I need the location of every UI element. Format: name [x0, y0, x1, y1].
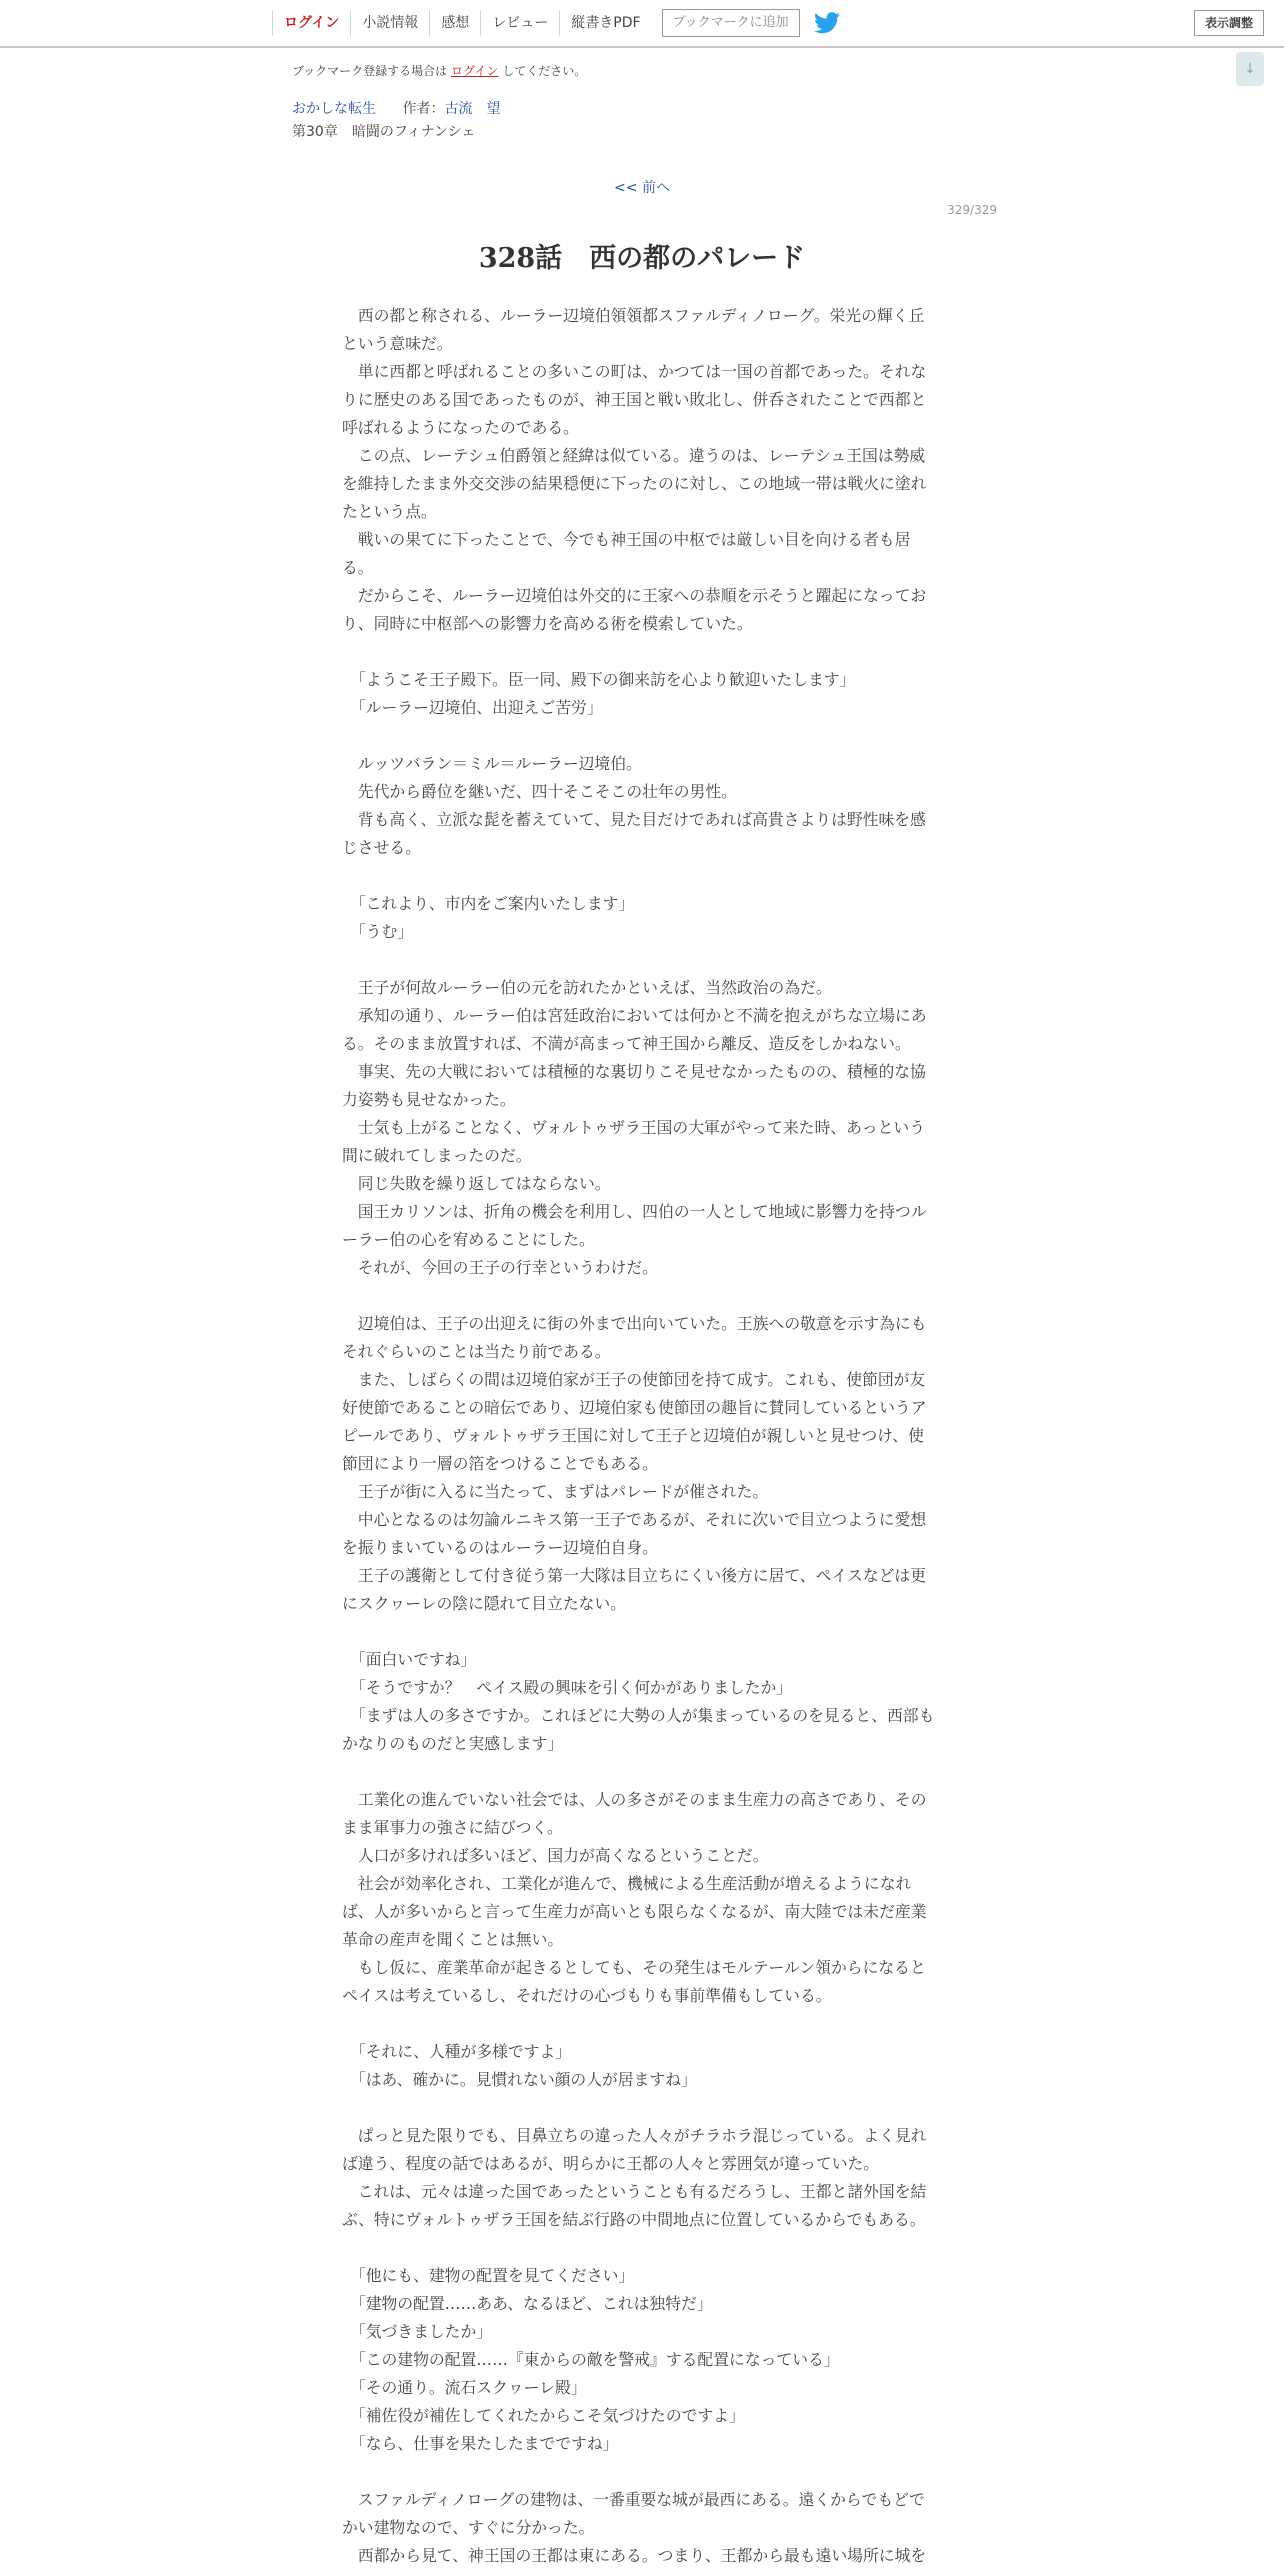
body-paragraph: 「建物の配置……ああ、なるほど、これは独特だ」 [342, 2294, 713, 2313]
body-paragraph: 国王カリソンは、折角の機会を利用し、四伯の一人として地域に影響力を持つルーラー伯の心を宥めることにした。 [342, 1202, 927, 1249]
body-paragraph: この点、レーテシュ伯爵領と経緯は似ている。違うのは、レーテシュ王国は勢威を維持したまま外交交渉の結果穏便に下ったのに対し、この地域一帯は戦火に塗れたという点。 [342, 446, 927, 521]
body-paragraph: 「気づきましたか」 [342, 2322, 493, 2341]
body-paragraph: だからこそ、ルーラー辺境伯は外交的に王家への恭順を示そうと躍起になっており、同時に中枢部への影響力を高める術を模索していた。 [342, 586, 927, 633]
blank-line [342, 1282, 938, 1310]
body-paragraph: ルッツバラン＝ミル＝ルーラー辺境伯。 [342, 754, 642, 773]
novel-title-link[interactable]: おかしな転生 [292, 101, 376, 117]
author-link[interactable]: 古流 望 [444, 101, 501, 117]
chapter-title: 第30章 暗闘のフィナンシェ [292, 124, 476, 140]
body-paragraph: 王子が街に入るに当たって、まずはパレードが催された。 [342, 1482, 769, 1501]
body-paragraph: それが、今回の王子の行幸というわけだ。 [342, 1258, 658, 1277]
body-paragraph: 「面白いですね」 [342, 1650, 477, 1669]
body-paragraph: 「ようこそ王子殿下。臣一同、殿下の御来訪を心より歓迎いたします」 [342, 670, 856, 689]
body-paragraph: 「はあ、確かに。見慣れない顔の人が居ますね」 [342, 2070, 697, 2089]
blank-line [342, 1758, 938, 1786]
body-paragraph: 単に西都と呼ばれることの多いこの町は、かつては一国の首都であった。それなりに歴史のある国であったものが、神王国と戦い敗北し、併呑されたことで西都と呼ばれるようになったのである。 [342, 362, 927, 437]
body-paragraph: 王子が何故ルーラー伯の元を訪れたかといえば、当然政治の為だ。 [342, 978, 832, 997]
body-paragraph: スファルディノローグの建物は、一番重要な城が最西にある。遠くからでもどでかい建物なので、すぐに分かった。 [342, 2490, 925, 2537]
blank-line [342, 862, 938, 890]
body-paragraph: ぱっと見た限りでも、目鼻立ちの違った人々がチラホラ混じっている。よく見れば違う、程度の話ではあるが、明らかに王都の人々と雰囲気が違っていた。 [342, 2126, 927, 2173]
main-nav [272, 0, 842, 46]
body-paragraph: 「それに、人種が多様ですよ」 [342, 2042, 572, 2061]
body-paragraph: 西都から見て、神王国の王都は東にある。つまり、王都から最も遠い場所に城を [342, 2546, 927, 2565]
blank-line [342, 946, 938, 974]
novel-body-text [342, 302, 938, 2570]
body-paragraph: もし仮に、産業革命が起きるとしても、その発生はモルテールン領からになるとペイスは考えているし、それだけの心づもりも事前準備もしている。 [342, 1958, 926, 2005]
login-link[interactable]: ログイン [272, 10, 350, 36]
twitter-bird-icon[interactable] [814, 11, 842, 35]
body-paragraph: 「そうですか？ ペイス殿の興味を引く何かがありましたか」 [342, 1678, 793, 1697]
body-paragraph: 「この建物の配置……『東からの敵を警戒』する配置になっている」 [342, 2350, 840, 2369]
body-paragraph: 辺境伯は、王子の出迎えに街の外まで出向いていた。王族への敬意を示す為にもそれぐらいのことは当たり前である。 [342, 1314, 927, 1361]
arrow-down-icon[interactable]: ↓ [1236, 52, 1264, 86]
body-paragraph: 「他にも、建物の配置を見てください」 [342, 2266, 635, 2285]
body-paragraph: 背も高く、立派な髭を蓄えていて、見た目だけであれば高貴さよりは野性味を感じさせる。 [342, 810, 926, 857]
body-paragraph: 「ルーラー辺境伯、出迎えご苦労」 [342, 698, 603, 717]
page-counter: 329/329 [947, 203, 997, 217]
body-paragraph: 中心となるのは勿論ルニキス第一王子であるが、それに次いで目立つように愛想を振りまいているのはルーラー辺境伯自身。 [342, 1510, 927, 1557]
body-paragraph: 「これより、市内をご案内いたします」 [342, 894, 635, 913]
blank-line [342, 2458, 938, 2486]
body-paragraph: 王子の護衛として付き従う第一大隊は目立ちにくい後方に居て、ペイスなどは更にスクヮーレの陰に隠れて目立たない。 [342, 1566, 927, 1613]
body-paragraph: 「その通り。流石スクヮーレ殿」 [342, 2378, 587, 2397]
bookmark-login-notice [292, 62, 586, 79]
body-paragraph: 「なら、仕事を果たしたまでですね」 [342, 2434, 619, 2453]
novel-header [292, 98, 500, 118]
blank-line [342, 1618, 938, 1646]
display-settings-button[interactable]: 表示調整 [1194, 10, 1264, 36]
body-paragraph: 工業化の進んでいない社会では、人の多さがそのまま生産力の高さであり、そのまま軍事力の強さに結びつく。 [342, 1790, 927, 1837]
episode-title: 328話 西の都のパレード [478, 243, 806, 274]
novel-info-link[interactable]: 小説情報 [350, 10, 429, 36]
body-paragraph: また、しばらくの間は辺境伯家が王子の使節団を持て成す。これも、使節団が友好使節であることの暗伝であり、辺境伯家も使節団の趣旨に賛同しているというアピールであり、ヴォルトゥザラ王国に対して王子と辺境伯が親しいと見せつけ、使節団により一層の箔をつけることでもある。 [342, 1370, 927, 1473]
body-paragraph: 「補佐役が補佐してくれたからこそ気づけたのですよ」 [342, 2406, 745, 2425]
top-navigation-bar [0, 0, 1284, 48]
author-label: 作者： [402, 101, 445, 117]
body-paragraph: 「まずは人の多さですか。これほどに大勢の人が集まっているのを見ると、西部もかなりのものだと実感します」 [342, 1706, 935, 1753]
body-paragraph: 承知の通り、ルーラー伯は宮廷政治においては何かと不満を抱えがちな立場にある。そのまま放置すれば、不満が高まって神王国から離反、造反をしかねない。 [342, 1006, 927, 1053]
body-paragraph: 戦いの果てに下ったことで、今でも神王国の中枢では厳しい目を向ける者も居る。 [342, 530, 911, 577]
blank-line [342, 2010, 938, 2038]
body-paragraph: 社会が効率化され、工業化が進んで、機械による生産活動が増えるようになれば、人が多いからと言って生産力が高いとも限らなくなるが、南大陸では未だ産業革命の産声を聞くことは無い。 [342, 1874, 927, 1949]
notice-prefix: ブックマーク登録する場合は [292, 64, 448, 78]
body-paragraph: 人口が多ければ多いほど、国力が高くなるということだ。 [342, 1846, 769, 1865]
body-paragraph: 士気も上がることなく、ヴォルトゥザラ王国の大軍がやって来た時、あっという間に破れてしまったのだ。 [342, 1118, 925, 1165]
blank-line [342, 2094, 938, 2122]
body-paragraph: 同じ失敗を繰り返してはならない。 [342, 1174, 611, 1193]
prev-episode-link[interactable]: << 前へ [614, 180, 670, 196]
impressions-link[interactable]: 感想 [429, 10, 480, 36]
body-paragraph: 西の都と称される、ルーラー辺境伯領領都スファルディノローグ。栄光の輝く丘という意味だ。 [342, 306, 925, 353]
notice-login-link[interactable]: ログイン [451, 64, 499, 78]
body-paragraph: これは、元々は違った国であったということも有るだろうし、王都と諸外国を結ぶ、特にヴォルトゥザラ王国を結ぶ行路の中間地点に位置しているからでもある。 [342, 2182, 927, 2229]
blank-line [342, 2234, 938, 2262]
blank-line [342, 722, 938, 750]
blank-line [342, 638, 938, 666]
body-paragraph: 先代から爵位を継いだ、四十そこそこの壮年の男性。 [342, 782, 737, 801]
vertical-pdf-link[interactable]: 縦書きPDF [559, 10, 651, 36]
review-link[interactable]: レビュー [480, 10, 559, 36]
body-paragraph: 「うむ」 [342, 922, 414, 941]
notice-suffix: してください。 [502, 64, 587, 78]
add-bookmark-button[interactable]: ブックマークに追加 [662, 9, 800, 37]
body-paragraph: 事実、先の大戦においては積極的な裏切りこそ見せなかったものの、積極的な協力姿勢も見せなかった。 [342, 1062, 926, 1109]
